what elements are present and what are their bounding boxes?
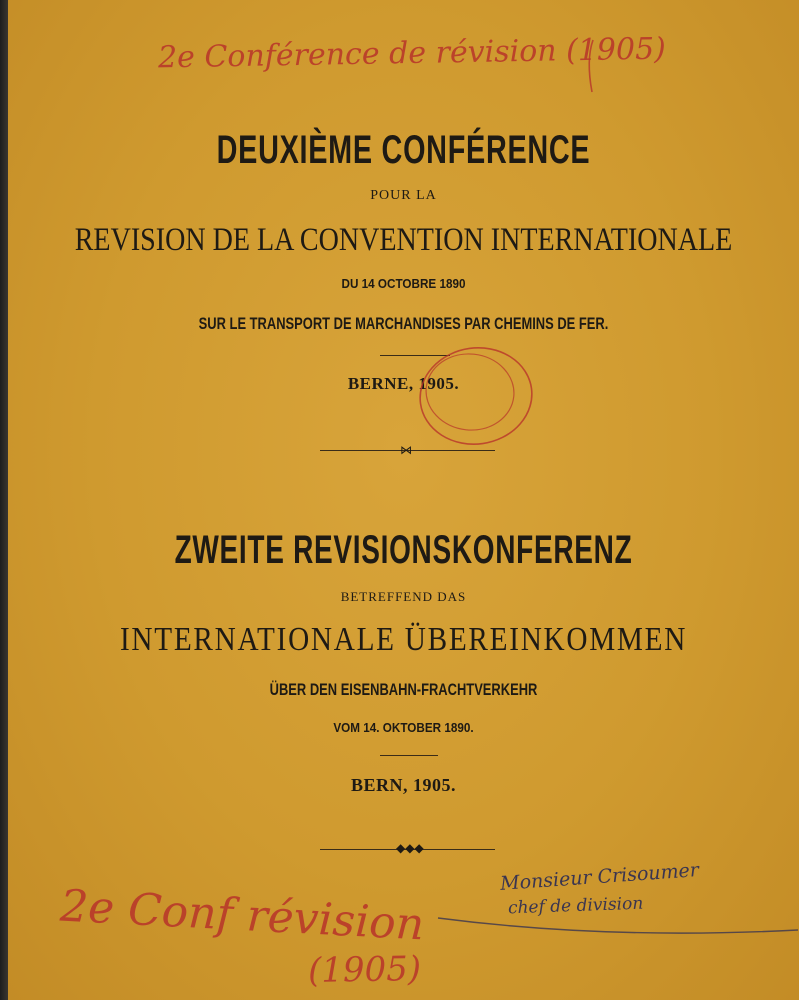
signature-line-2: chef de division	[507, 893, 644, 919]
handwritten-note-top: 2e Conférence de révision (1905)	[157, 31, 667, 76]
document-cover	[8, 0, 799, 1000]
ornament-icon: ◆◆◆	[396, 841, 424, 855]
red-circle-mark	[414, 341, 538, 452]
pencil-marks	[8, 0, 799, 1000]
german-subject: ÜBER DEN EISENBAHN-FRACHTVERKEHR	[269, 680, 538, 699]
german-title: ZWEITE REVISIONSKONFERENZ	[174, 528, 633, 572]
signature-line-1: Monsieur Crisoumer	[499, 859, 700, 895]
red-bracket-mark	[589, 40, 593, 92]
pen-underline-mark	[438, 918, 798, 933]
french-place-year: BERNE, 1905.	[347, 374, 460, 393]
french-title: DEUXIÈME CONFÉRENCE	[216, 128, 591, 172]
german-agreement-heading: INTERNATIONALE ÜBEREINKOMMEN	[119, 621, 688, 658]
french-date: DU 14 OCTOBRE 1890	[341, 276, 466, 291]
handwritten-note-bottom-line1: 2e Conf révision	[58, 880, 426, 951]
ornament-icon: ⋈	[400, 443, 412, 457]
french-subject: SUR LE TRANSPORT DE MARCHANDISES PAR CHEMINS DE FER.	[198, 314, 609, 333]
french-revision-heading: REVISION DE LA CONVENTION INTERNATIONALE	[74, 222, 733, 258]
german-date: VOM 14. OKTOBER 1890.	[333, 720, 474, 735]
french-pour-la: POUR LA	[370, 188, 437, 203]
binding-edge	[0, 0, 8, 1000]
german-betreffend: BETREFFEND DAS	[340, 589, 467, 604]
german-place-year: BERN, 1905.	[350, 775, 456, 795]
handwritten-note-bottom-line2: (1905)	[307, 949, 422, 991]
